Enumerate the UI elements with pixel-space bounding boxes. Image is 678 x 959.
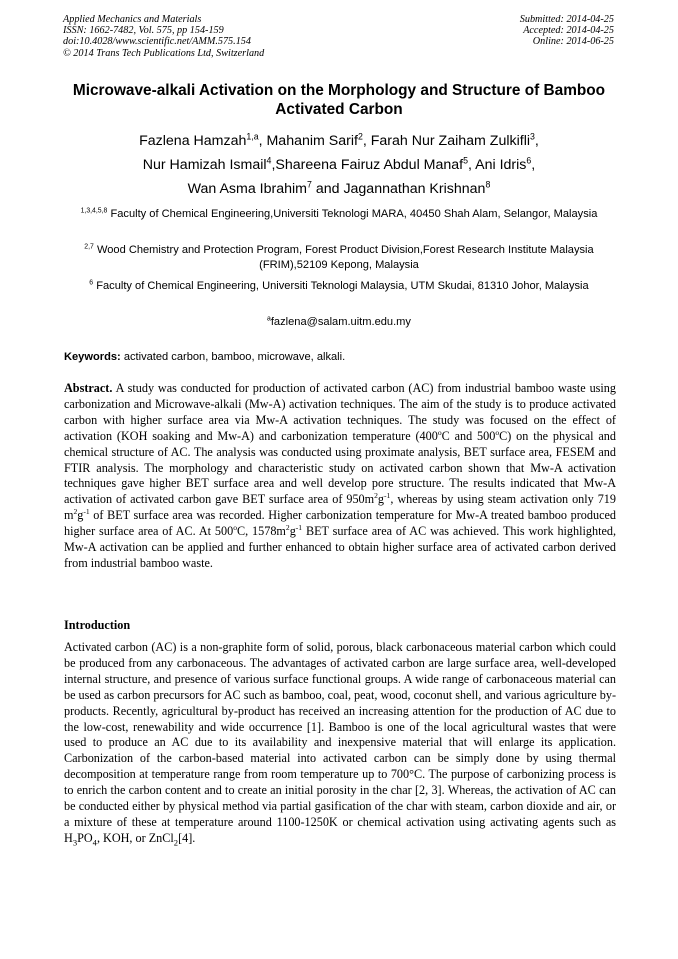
author-name: Jagannathan Krishnan bbox=[343, 181, 486, 197]
journal-header-right bbox=[520, 14, 614, 48]
affiliation-3 bbox=[60, 279, 618, 294]
copyright-line: © 2014 Trans Tech Publications Ltd, Switzerland bbox=[63, 47, 265, 59]
doi-line: doi:10.4028/www.scientific.net/AMM.575.154 bbox=[63, 36, 251, 48]
author-affiliation-mark: 5 bbox=[463, 155, 469, 166]
author-name: Farah Nur Zaiham Zulkifli bbox=[370, 133, 531, 149]
keywords bbox=[64, 350, 616, 364]
keywords-label: Keywords: bbox=[64, 351, 121, 363]
affiliation-mark: 2,7 bbox=[84, 243, 94, 251]
affiliation-text: Faculty of Chemical Engineering, Universiti Teknologi Malaysia, UTM Skudai, 81310 Johor, Malaysia bbox=[96, 280, 589, 292]
introduction-heading: Introduction bbox=[64, 618, 131, 632]
affiliation-2 bbox=[60, 243, 618, 273]
author-name: Shareena Fairuz Abdul Manaf bbox=[275, 157, 464, 173]
paper-title: Microwave-alkali Activation on the Morphology and Structure of Bamboo Activated Carbon bbox=[72, 82, 606, 118]
email-address: fazlena@salam.uitm.edu.my bbox=[270, 316, 411, 328]
accepted-date: Accepted: 2014-04-25 bbox=[523, 25, 614, 37]
author-affiliation-mark: 8 bbox=[485, 179, 491, 190]
author-affiliation-mark: 4 bbox=[266, 155, 272, 166]
affiliation-text: Faculty of Chemical Engineering,Universiti Teknologi MARA, 40450 Shah Alam, Selangor, Malaysia bbox=[110, 208, 598, 220]
email-mark: a bbox=[267, 315, 271, 323]
affiliation-1 bbox=[60, 207, 618, 222]
affiliation-mark: 1,3,4,5,8 bbox=[80, 207, 108, 215]
issn-line: ISSN: 1662-7482, Vol. 575, pp 154-159 bbox=[63, 25, 224, 37]
author-name: Mahanim Sarif bbox=[266, 133, 358, 149]
author-name: Fazlena Hamzah bbox=[139, 133, 247, 149]
author-affiliation-mark: 7 bbox=[306, 179, 312, 190]
author-affiliation-mark: 2 bbox=[357, 131, 363, 142]
keywords-text: activated carbon, bamboo, microwave, alkali. bbox=[123, 351, 346, 363]
abstract: Abstract. A study was conducted for production of activated carbon (AC) from industrial bamboo waste using carbonization and Microwave-alkali (Mw-A) activation techniques. The aim of the study is to produce activated carbon with higher surface area via Mw-A activation techniques. The study was focused on the effect of activation (KOH soaking and Mw-A) and carbonization temperature (400$^o$C and 500$^o$C) on the physical and chemical structure of AC. The analysis was conducted using proximate analysis, BET surface area, FESEM and FTIR analysis. The morphology and characteristic study on activated carbon shown that Mw-A activation techniques gave higher BET surface area and well develop pore structure. The results indicated that Mw-A activation of activated carbon gave BET surface area of $950m^2g^{-1}$, whereas by using steam activation only 719 $m^2g^{-1}$ of BET surface area was recorded. Higher carbonization temperature for Mw-A treated bamboo produced higher surface area of AC. At 500$^o$C, $1578m^2g^{-1}$ BET surface area of AC was achieved. This work highlighted, Mw-A activation can be applied and further enhanced to obtain higher surface area of activated carbon derived from industrial bamboo waste. bbox=[64, 381, 617, 570]
author-name: Ani Idris bbox=[475, 157, 527, 173]
author-list: Fazlena Hamzah$^{1,a}$, Mahanim Sarif$^2$, Farah Nur Zaiham Zulkifli$^3$, Nur Hamizah Ismail$^4$,Shareena Fairuz Abdul Manaf$^5$, Ani Idris$^6$, Wan Asma Ibrahim$^7$ and Jagannathan Krishnan$^8$ bbox=[139, 131, 539, 197]
journal-header-left bbox=[63, 14, 264, 59]
introduction-paragraph: Activated carbon (AC) is a non-graphite form of solid, porous, black carbonaceous material carbon which could be produced from any carbonaceous. The advantages of activated carbon are large surface area, well-developed internal structure, and presence of various surface functional groups. A wide range of carbonaceous material can be used as carbon precursors for AC such as bamboo, coal, peat, wood, coconut shell, and various agriculture by-products. Recently, agricultural by-product has received an increasing attention for the production of AC due to the low-cost, renewability and wide occurrence [1]. Bamboo is one of the local agricultural wastes that were used to produce an AC due to its availability and inexpensive material that will enlarge its application. Carbonization of the carbon-based material into activated carbon can be simply done by using thermal decomposition at temperature range from room temperature up to 700°C. The purpose of carbonizing process is to enrich the carbon content and to create an initial porosity in the char [2, 3]. Whereas, the activation of AC can be conducted either by physical method via partial gasification of the char with steam, carbon dioxide and air, or a mixture of these at temperature around 1100-1250K or chemical activation using activating agents such as $H_3PO_4$, KOH, or ZnCl$_2$[4]. bbox=[64, 640, 617, 848]
journal-name: Applied Mechanics and Materials bbox=[63, 14, 202, 25]
author-affiliation-mark: 6 bbox=[526, 155, 532, 166]
affiliation-mark: 6 bbox=[89, 279, 94, 287]
author-affiliation-mark: 3 bbox=[530, 131, 535, 142]
submitted-date: Submitted: 2014-04-25 bbox=[519, 14, 614, 25]
author-name: Wan Asma Ibrahim bbox=[187, 181, 307, 197]
online-date: Online: 2014-06-25 bbox=[532, 36, 614, 48]
author-name: Nur Hamizah Ismail bbox=[142, 157, 267, 173]
corresponding-email bbox=[60, 315, 618, 330]
affiliation-text: Wood Chemistry and Protection Program, Forest Product Division,Forest Research Institute Malaysia (FRIM),52109 Kepong, Malaysia bbox=[96, 244, 594, 271]
abstract-label: Abstract. bbox=[64, 381, 113, 395]
author-affiliation-mark: 1,a bbox=[246, 131, 259, 142]
